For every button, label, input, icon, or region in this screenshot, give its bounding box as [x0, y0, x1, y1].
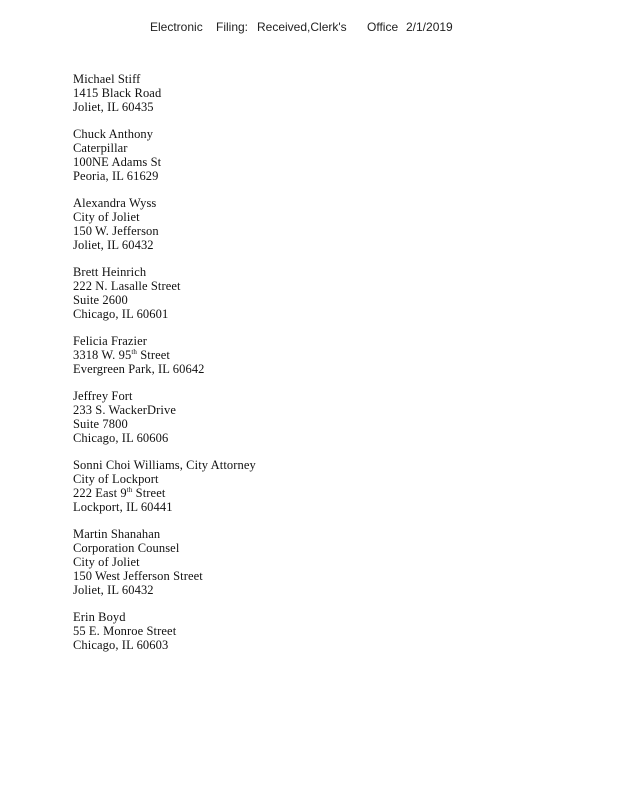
address-block-chuck-anthony	[73, 127, 593, 183]
suite-line: Suite 7800	[73, 417, 128, 431]
filing-stamp-header	[0, 20, 618, 38]
street-line: 1415 Black Road	[73, 86, 162, 100]
recipient-name: Jeffrey Fort	[73, 389, 133, 403]
address-block-erin-boyd	[73, 610, 593, 652]
city-state-zip: Chicago, IL 60603	[73, 638, 169, 652]
title-line: Corporation Counsel	[73, 541, 180, 555]
city-state-zip: Joliet, IL 60432	[73, 583, 154, 597]
street-number-part: 222 East 9	[73, 486, 127, 500]
city-state-zip: Evergreen Park, IL 60642	[73, 362, 205, 376]
street-line	[73, 348, 593, 362]
street-name-part: Street	[136, 348, 170, 362]
street-line: 100NE Adams St	[73, 155, 162, 169]
street-line: 233 S. WackerDrive	[73, 403, 176, 417]
street-line: 55 E. Monroe Street	[73, 624, 177, 638]
filing-stamp-date: 2/1/2019	[406, 20, 453, 34]
address-block-sonni-choi-williams	[73, 458, 593, 514]
address-block-jeffrey-fort	[73, 389, 593, 445]
filing-stamp-word: Office	[367, 20, 399, 34]
address-block-alexandra-wyss	[73, 196, 593, 252]
organization-line: Caterpillar	[73, 141, 128, 155]
city-state-zip: Chicago, IL 60601	[73, 307, 169, 321]
address-block-felicia-frazier	[73, 334, 593, 376]
address-block-martin-shanahan	[73, 527, 593, 597]
recipient-name: Alexandra Wyss	[73, 196, 157, 210]
recipient-name: Erin Boyd	[73, 610, 126, 624]
organization-line: City of Lockport	[73, 472, 159, 486]
ordinal-suffix: th	[126, 486, 133, 494]
recipient-name: Chuck Anthony	[73, 127, 154, 141]
recipient-name: Sonni Choi Williams, City Attorney	[73, 458, 256, 472]
organization-line: City of Joliet	[73, 210, 140, 224]
street-number-part: 3318 W. 95	[73, 348, 132, 362]
recipient-name: Brett Heinrich	[73, 265, 147, 279]
ordinal-suffix: th	[131, 348, 137, 356]
service-address-list	[73, 72, 593, 665]
street-line: 150 West Jefferson Street	[73, 569, 203, 583]
recipient-name: Martin Shanahan	[73, 527, 161, 541]
city-state-zip: Chicago, IL 60606	[73, 431, 169, 445]
filing-stamp-word: Received,Clerk's	[257, 20, 347, 34]
street-line	[73, 486, 593, 500]
city-state-zip: Joliet, IL 60432	[73, 238, 154, 252]
street-name-part: Street	[132, 486, 166, 500]
recipient-name: Michael Stiff	[73, 72, 141, 86]
city-state-zip: Peoria, IL 61629	[73, 169, 159, 183]
city-state-zip: Lockport, IL 60441	[73, 500, 173, 514]
filing-stamp-word: Filing:	[216, 20, 249, 34]
organization-line: City of Joliet	[73, 555, 140, 569]
address-block-brett-heinrich	[73, 265, 593, 321]
city-state-zip: Joliet, IL 60435	[73, 100, 154, 114]
filing-stamp-word: Electronic	[150, 20, 203, 34]
street-line: 222 N. Lasalle Street	[73, 279, 181, 293]
recipient-name: Felicia Frazier	[73, 334, 148, 348]
address-block-michael-stiff	[73, 72, 593, 114]
suite-line: Suite 2600	[73, 293, 128, 307]
street-line: 150 W. Jefferson	[73, 224, 159, 238]
